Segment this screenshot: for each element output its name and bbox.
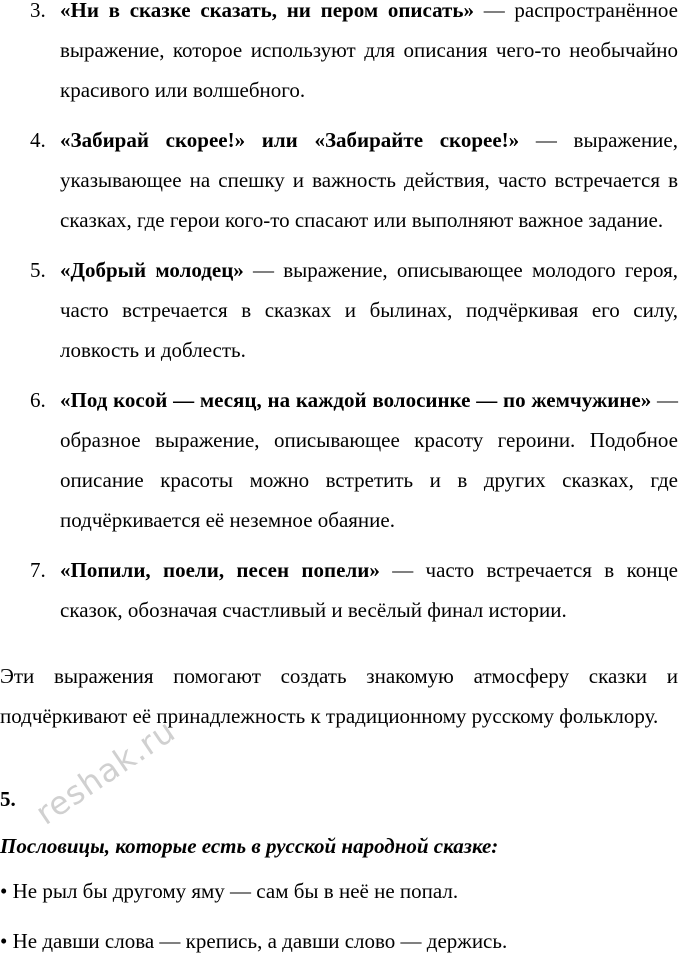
item-term: «Забирай скорее!» или «Забирайте скорее!» [60, 128, 520, 152]
item-term: «Ни в сказке сказать, ни пером описать» [60, 0, 474, 22]
list-item [0, 120, 680, 240]
list-item [0, 550, 680, 630]
list-item [0, 0, 680, 110]
item-number: 4. [30, 128, 46, 152]
proverbs-list [0, 871, 507, 971]
item-description: — образное выражение, описывающее красоту героини. Подобное описание красоты можно встретить и в других сказках, где подчёркивается её неземное обаяние. [60, 388, 679, 532]
item-term: «Под косой — месяц, на каждой волосинке — по жемчужине» [60, 388, 652, 412]
item-description: — выражение, описывающее молодого героя, часто встречается в сказках и былинах, подчёркивая его силу, ловкость и доблесть. [60, 258, 678, 362]
proverb-item: • Не давши слова — крепись, а давши слово — держись. [0, 929, 508, 953]
item-description: — часто встречается в конце сказок, обозначая счастливый и весёлый финал истории. [60, 558, 678, 622]
item-description: — распространённое выражение, которое используют для описания чего-то необычайно красивого или волшебного. [60, 0, 678, 102]
item-term: «Попили, поели, песен попели» [60, 558, 380, 582]
item-number: 3. [30, 0, 46, 22]
list-item [0, 250, 680, 370]
list-item [0, 380, 680, 540]
proverb-item: • Не рыл бы другому яму — сам бы в неё не попал. [0, 879, 459, 903]
section-number: 5. [0, 787, 16, 811]
watermark: reshak.ru [28, 711, 183, 833]
item-description: — выражение, указывающее на спешку и важность действия, часто встречается в сказках, где герои кого-то спасают или выполняют важное задание. [60, 128, 678, 232]
item-term: «Добрый молодец» [60, 258, 244, 282]
section-subtitle: Пословицы, которые есть в русской народной сказке: [0, 834, 499, 858]
item-number: 6. [30, 388, 46, 412]
item-number: 5. [30, 258, 46, 282]
summary-paragraph: Эти выражения помогают создать знакомую атмосферу сказки и подчёркивают её принадлежность к традиционному русскому фольклору. [0, 664, 678, 728]
item-number: 7. [30, 558, 46, 582]
